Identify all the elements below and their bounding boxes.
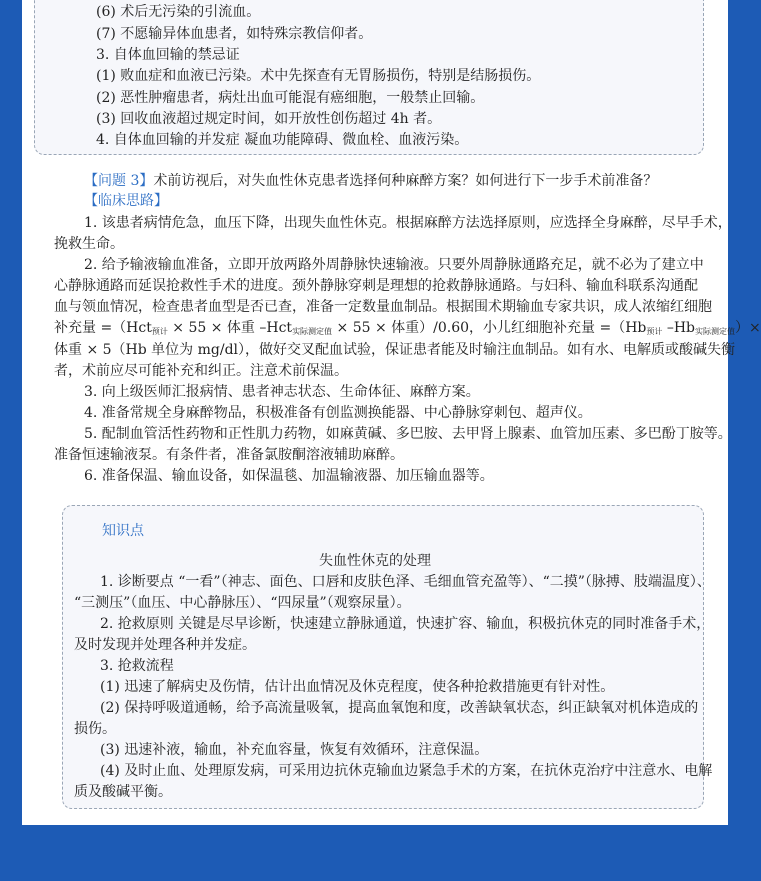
formula-sub4: 实际测定值 [695,327,736,336]
formula-b: × 55 × 体重 –Hct [167,320,293,336]
clinical-item-5-l1: 5. 配制血管活性药物和正性肌力药物，如麻黄碱、多巴胺、去甲肾上腺素、血管加压素、多巴酚丁胺等。 [84,426,732,442]
question-tag-open: 【 [84,173,98,189]
knowledge-l7: (2) 保持呼吸道通畅，给予高流量吸氧，提高血氧饱和度，改善缺氧状态，纠正缺氧对机体造成的 [100,700,699,716]
knowledge-l6: (1) 迅速了解病史及伤情，估计出血情况及休克程度，使各种抢救措施更有针对性。 [100,679,615,695]
formula-a: 补充量 =（Hct [54,320,152,336]
clinical-p2-l2: 心静脉通路而延误抢救性手术的进度。颈外静脉穿刺是理想的抢救静脉通路。与妇科、输血科联系沟通配 [54,278,698,294]
box-line-7: (7) 不愿输异体血患者，如特殊宗教信仰者。 [96,26,373,42]
clinical-heading [84,191,168,211]
clinical-p1-l2: 挽救生命。 [54,236,124,252]
knowledge-l1: 1. 诊断要点 “一看”（神志、面色、口唇和皮肤色泽、毛细血管充盈等）、“二摸”（脉搏、肢端温度）、 [100,574,711,590]
box-line-6: (6) 术后无污染的引流血。 [96,4,261,20]
question-3 [84,171,657,191]
formula-c: × 55 × 体重）/0.60，小儿红细胞补充量 =（Hb [332,320,647,336]
box-heading-complications: 4. 自体血回输的并发症 凝血功能障碍、微血栓、血液污染。 [96,132,469,148]
knowledge-l5: 3. 抢救流程 [100,658,174,674]
knowledge-l9: (3) 迅速补液，输血，补充血容量，恢复有效循环，注意保温。 [100,742,489,758]
clinical-tag-close: 】 [154,193,168,209]
formula-d: –Hb [662,320,696,336]
box-line-c1: (1) 败血症和血液已污染。术中先探查有无胃肠损伤，特别是结肠损伤。 [96,68,541,84]
knowledge-l8: 损伤。 [74,721,116,737]
box-heading-contraindications: 3. 自体血回输的禁忌证 [96,47,240,63]
knowledge-l3: 2. 抢救原则 关键是尽早诊断，快速建立静脉通道，快速扩容、输血，积极抗休克的同时准备手术， [100,616,711,632]
formula-sub2: 实际测定值 [292,327,333,336]
box-line-c2: (2) 恶性肿瘤患者，病灶出血可能混有癌细胞，一般禁止回输。 [96,90,485,106]
formula-e: ）× [735,320,761,336]
clinical-tag-open: 【 [84,193,98,209]
box-line-c3: (3) 回收血液超过规定时间，如开放性创伤超过 4h 者。 [96,111,442,127]
clinical-tag: 临床思路 [98,193,154,209]
knowledge-l10: (4) 及时止血、处理原发病，可采用边抗休克输血边紧急手术的方案，在抗休克治疗中注意水、电解 [100,763,713,779]
clinical-p2-l1: 2. 给予输液输血准备，立即开放两路外周静脉快速输液。只要外周静脉通路充足，就不必为了建立中 [84,257,704,273]
clinical-item-5-l2: 准备恒速输液泵。有条件者，准备氯胺酮溶液辅助麻醉。 [54,447,404,463]
clinical-p1-l1: 1. 该患者病情危急，血压下降，出现失血性休克。根据麻醉方法选择原则，应选择全身麻醉，尽早手术， [84,215,732,231]
knowledge-l4: 及时发现并处理各种并发症。 [74,637,256,653]
formula-sub3: 预计 [646,327,663,336]
knowledge-heading: 失血性休克的处理 [319,553,431,569]
clinical-item-6: 6. 准备保温、输血设备，如保温毯、加温输液器、加压输血器等。 [84,468,494,484]
knowledge-label: 知识点 [102,523,144,539]
knowledge-l2: “三测压”（血压、中心静脉压）、“四尿量”（观察尿量）。 [74,595,411,611]
clinical-p2-l3: 血与领血情况，检查患者血型是否已查，准备一定数量血制品。根据围术期输血专家共识，成人浓缩红细胞 [54,299,712,315]
formula-sub1: 预计 [151,327,168,336]
clinical-p2-l4 [54,318,761,342]
question-tag: 问题 3 [98,173,140,189]
clinical-item-3: 3. 向上级医师汇报病情、患者神志状态、生命体征、麻醉方案。 [84,384,480,400]
clinical-p2-l6: 者，术前应尽可能补充和纠正。注意术前保温。 [54,363,348,379]
question-text: 术前访视后，对失血性休克患者选择何种麻醉方案？如何进行下一步手术前准备？ [153,173,658,189]
clinical-item-4: 4. 准备常规全身麻醉物品，积极准备有创监测换能器、中心静脉穿刺包、超声仪。 [84,405,592,421]
question-tag-close: 】 [139,173,154,189]
clinical-p2-l5: 体重 × 5（Hb 单位为 mg/dl），做好交叉配血试验，保证患者能及时输注血制品。如有水、电解质或酸碱失衡 [54,342,736,358]
knowledge-l11: 质及酸碱平衡。 [74,784,172,800]
